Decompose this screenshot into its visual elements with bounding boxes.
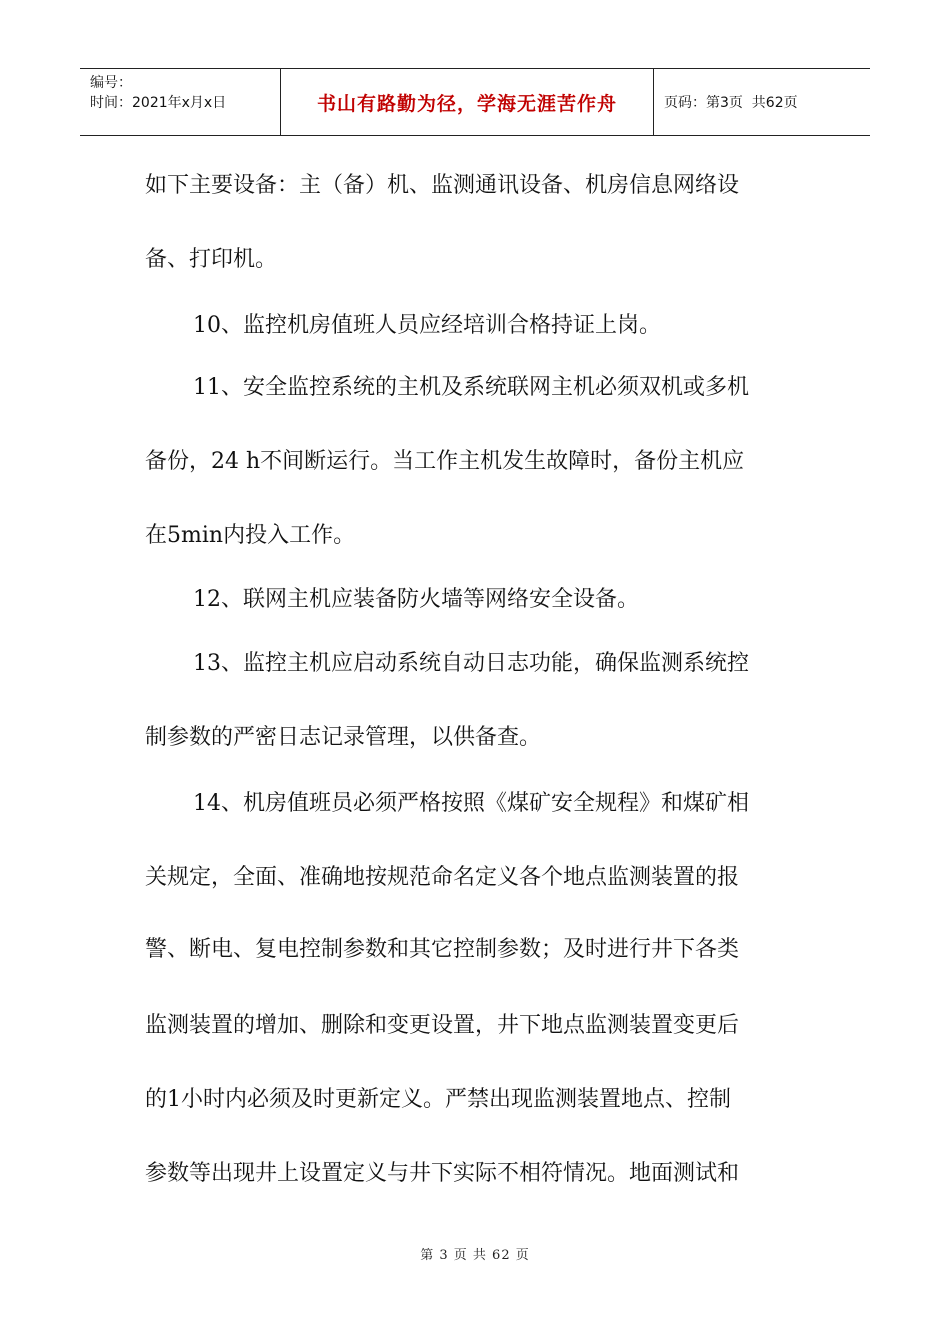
header-motto: 书山有路勤为径，学海无涯苦作舟 xyxy=(281,69,654,135)
body-line: 13、监控主机应启动系统自动日志功能，确保监测系统控 xyxy=(193,651,749,676)
body-line: 11、安全监控系统的主机及系统联网主机必须双机或多机 xyxy=(193,375,749,400)
page-header xyxy=(80,68,870,136)
body-line: 的1小时内必须及时更新定义。严禁出现监测装置地点、控制 xyxy=(145,1087,731,1112)
header-page-info-text: 页码：第3页 共62页 xyxy=(664,95,798,111)
body-line: 监测装置的增加、删除和变更设置，井下地点监测装置变更后 xyxy=(145,1013,740,1038)
body-line: 在5min内投入工作。 xyxy=(145,523,356,548)
body-line: 关规定，全面、准确地按规范命名定义各个地点监测装置的报 xyxy=(145,865,740,890)
header-meta xyxy=(80,69,281,135)
body-line: 备、打印机。 xyxy=(145,247,278,272)
document-number-label: 编号： xyxy=(90,75,132,91)
body-line: 10、监控机房值班人员应经培训合格持证上岗。 xyxy=(193,313,661,338)
document-time-label: 时间：2021年x月x日 xyxy=(90,95,227,111)
body-line: 12、联网主机应装备防火墙等网络安全设备。 xyxy=(193,587,639,612)
body-line: 警、断电、复电控制参数和其它控制参数；及时进行井下各类 xyxy=(145,937,740,962)
body-line: 如下主要设备：主（备）机、监测通讯设备、机房信息网络设 xyxy=(145,173,740,198)
header-page-info xyxy=(654,69,870,135)
page-footer: 第 3 页 共 62 页 xyxy=(420,1248,530,1263)
body-line: 制参数的严密日志记录管理，以供备查。 xyxy=(145,725,542,750)
body-line: 备份，24 h不间断运行。当工作主机发生故障时，备份主机应 xyxy=(145,449,745,474)
body-line: 参数等出现井上设置定义与井下实际不相符情况。地面测试和 xyxy=(145,1161,740,1186)
body-line: 14、机房值班员必须严格按照《煤矿安全规程》和煤矿相 xyxy=(193,791,749,816)
